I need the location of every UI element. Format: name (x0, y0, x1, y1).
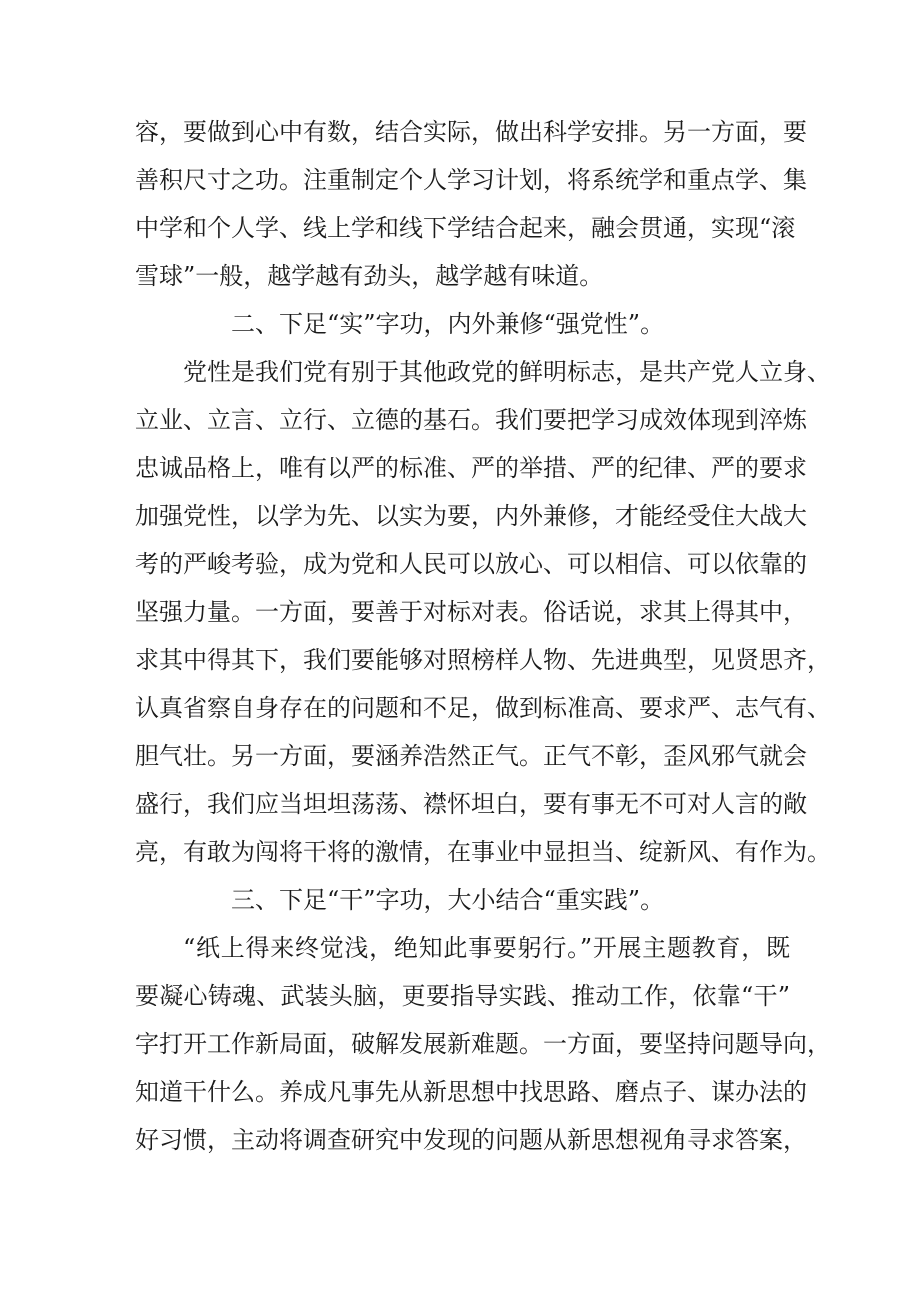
text-line: 忠诚品格上，唯有以严的标准、严的举措、严的纪律、严的要求 (135, 454, 807, 482)
text-line: 知道干什么。养成凡事先从新思想中找思路、磨点子、谋办法的 (135, 1078, 807, 1106)
text-line: 善积尺寸之功。注重制定个人学习计划，将系统学和重点学、集 (135, 166, 807, 194)
paragraph-continuation (135, 108, 807, 300)
paragraph-practice (135, 924, 831, 1164)
section-heading-2 (135, 300, 790, 348)
section-heading-3 (135, 876, 790, 924)
heading-text: 二、下足“实”字功，内外兼修“强党性”。 (231, 310, 665, 338)
text-line: 中学和个人学、线上学和线下学结合起来，融会贯通，实现“滚 (135, 214, 796, 242)
text-line: 考的严峻考验，成为党和人民可以放心、可以相信、可以依靠的 (135, 550, 807, 578)
text-line: 求其中得其下，我们要能够对照榜样人物、先进典型，见贤思齐， (135, 646, 831, 674)
text-line: 盛行，我们应当坦坦荡荡、襟怀坦白，要有事无不可对人言的敞 (135, 790, 807, 818)
text-line: 党性是我们党有别于其他政党的鲜明标志，是共产党人立身、 (183, 358, 831, 386)
text-line: 胆气壮。另一方面，要涵养浩然正气。正气不彰，歪风邪气就会 (135, 742, 807, 770)
text-line: 立业、立言、立行、立德的基石。我们要把学习成效体现到淬炼 (135, 406, 807, 434)
paragraph-party-spirit (135, 348, 831, 876)
document-body (135, 108, 831, 1164)
text-line: 加强党性，以学为先、以实为要，内外兼修，才能经受住大战大 (135, 502, 807, 530)
text-line: 雪球”一般，越学越有劲头，越学越有味道。 (135, 262, 604, 290)
text-line: 好习惯，主动将调查研究中发现的问题从新思想视角寻求答案， (135, 1126, 807, 1154)
text-line: “纸上得来终觉浅，绝知此事要躬行。”开展主题教育，既 (183, 934, 790, 962)
text-line: 字打开工作新局面，破解发展新难题。一方面，要坚持问题导向， (135, 1030, 831, 1058)
text-line: 亮，有敢为闯将干将的激情，在事业中显担当、绽新风、有作为。 (135, 838, 831, 866)
text-line: 容，要做到心中有数，结合实际，做出科学安排。另一方面，要 (135, 118, 807, 146)
heading-text: 三、下足“干”字功，大小结合“重实践”。 (231, 886, 665, 914)
text-line: 要凝心铸魂、武装头脑，更要指导实践、推动工作，依靠“干” (135, 982, 790, 1010)
text-line: 认真省察自身存在的问题和不足，做到标准高、要求严、志气有、 (135, 694, 831, 722)
text-line: 坚强力量。一方面，要善于对标对表。俗话说，求其上得其中， (135, 598, 807, 626)
